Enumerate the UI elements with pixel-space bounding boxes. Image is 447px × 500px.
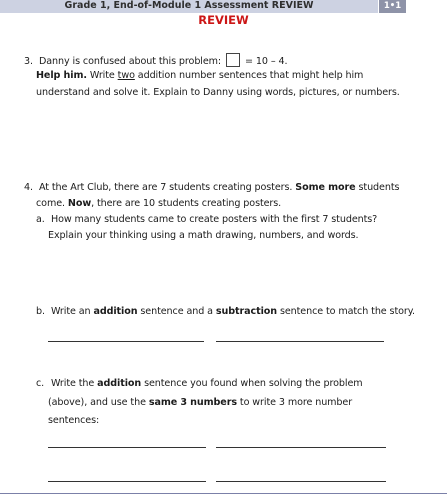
q4c-line-1: [36, 377, 363, 391]
q4a-line-2: Explain your thinking using a math drawing, numbers, and words.: [48, 230, 359, 241]
q4c-answer-line-4[interactable]: [216, 481, 386, 482]
q4-line2-a: come.: [36, 198, 65, 209]
q4b-answer-line-2[interactable]: [216, 341, 384, 342]
q3-line2-b: addition number sentences that might help him: [137, 70, 364, 81]
q3-line-2: [36, 69, 363, 83]
q3-line-1: [24, 53, 287, 69]
q4a-text-1: How many students came to create posters with the first 7 students?: [50, 214, 378, 225]
q4-number: 4.: [24, 182, 33, 193]
q3-line2-two: two: [117, 70, 135, 81]
q4-line2-bold: Now: [67, 198, 92, 209]
q4b-p1: Write an: [50, 306, 91, 317]
q4-line-2: [36, 197, 281, 211]
q4-line2-b: , there are 10 students creating posters.: [91, 198, 282, 209]
q4c-answer-line-3[interactable]: [48, 481, 206, 482]
q4-line-1: [24, 181, 399, 195]
q3-help-bold: Help him.: [36, 70, 87, 81]
q4a-label: a.: [36, 214, 45, 225]
q3-answer-box[interactable]: [226, 53, 240, 67]
review-title: REVIEW: [198, 13, 249, 27]
header-bar: [0, 0, 378, 13]
q4c-answer-line-2[interactable]: [216, 447, 386, 448]
q4-line1-b: students: [358, 182, 400, 193]
header-title: Grade 1, End-of-Module 1 Assessment REVIEW: [64, 0, 314, 11]
q4b-bold1: addition: [93, 306, 138, 317]
q3-line2-a: Write: [89, 70, 115, 81]
q3-line-3: understand and solve it. Explain to Danny using words, pictures, or numbers.: [36, 87, 400, 98]
q4c-p2: sentence you found when solving the problem: [144, 378, 363, 389]
module-badge: 1•1: [379, 0, 406, 13]
q4b-line-1: [36, 305, 415, 319]
q4c-label: c.: [36, 378, 45, 389]
footer-line: [0, 493, 447, 494]
q4c-line-3: sentences:: [48, 415, 100, 426]
q4c-answer-line-1[interactable]: [48, 447, 206, 448]
q4b-label: b.: [36, 306, 45, 317]
q4c-bold1: addition: [97, 378, 142, 389]
q4b-bold2: subtraction: [215, 306, 277, 317]
q4c-p1: Write the: [50, 378, 95, 389]
q4b-answer-line-1[interactable]: [48, 341, 204, 342]
q4-line1-bold: Some more: [295, 182, 356, 193]
q3-text-before-box: Danny is confused about this problem:: [38, 56, 222, 67]
q4c-bold2: same 3 numbers: [148, 397, 237, 408]
q3-number: 3.: [24, 56, 33, 67]
q4c-line2-b: to write 3 more number: [239, 397, 353, 408]
q3-text-after-box: = 10 – 4.: [244, 56, 288, 67]
q4c-line2-a: (above), and use the: [48, 397, 146, 408]
q4a-line-1: [36, 213, 377, 227]
q4b-p2: sentence and a: [140, 306, 213, 317]
q4c-line-2: [48, 396, 352, 410]
q4b-p3: sentence to match the story.: [279, 306, 415, 317]
q4-line1-a: At the Art Club, there are 7 students creating posters.: [38, 182, 293, 193]
